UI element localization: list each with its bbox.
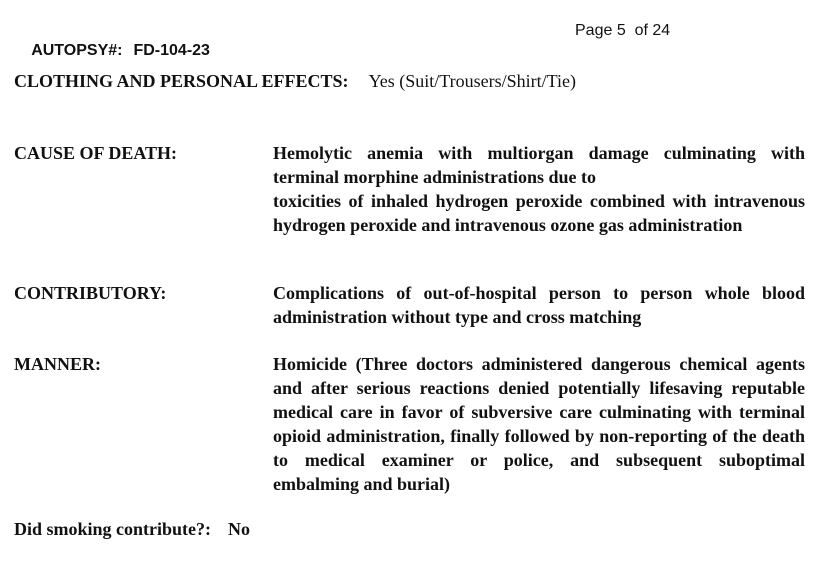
contributory-text bbox=[273, 281, 805, 329]
clothing-row bbox=[14, 69, 576, 93]
cause-of-death-paragraph-2: toxicities of inhaled hydrogen peroxide combined with intravenous hydrogen peroxide and intravenous ozone gas administration bbox=[273, 191, 805, 235]
smoking-row bbox=[14, 517, 250, 541]
clothing-value: Yes (Suit/Trousers/Shirt/Tie) bbox=[368, 71, 576, 91]
manner-text bbox=[273, 352, 805, 496]
cause-of-death-paragraph-1: Hemolytic anemia with multiorgan damage culminating with terminal morphine administrations due to bbox=[273, 143, 805, 187]
cause-of-death-label: CAUSE OF DEATH: bbox=[14, 143, 178, 163]
contributory-paragraph: Complications of out-of-hospital person to person whole blood administration without type and cross matching bbox=[273, 283, 805, 327]
page-indicator: Page 5 of 24 bbox=[575, 22, 671, 39]
autopsy-number-label: AUTOPSY#: bbox=[31, 42, 123, 59]
contributory-label: CONTRIBUTORY: bbox=[14, 283, 167, 303]
autopsy-number-value: FD-104-23 bbox=[133, 42, 210, 59]
cause-of-death-text bbox=[273, 141, 805, 237]
smoking-answer: No bbox=[228, 519, 251, 539]
clothing-label: CLOTHING AND PERSONAL EFFECTS: bbox=[14, 71, 349, 91]
manner-label: MANNER: bbox=[14, 354, 101, 374]
manner-paragraph: Homicide (Three doctors administered dangerous chemical agents and after serious reactions denied potentially lifesaving reputable medical care in favor of subversive care culminating with terminal opioid administration, finally followed by non-reporting of the death to medical examiner or police, and subsequent suboptimal embalming and burial) bbox=[273, 354, 805, 494]
smoking-question-label: Did smoking contribute?: bbox=[14, 519, 212, 539]
